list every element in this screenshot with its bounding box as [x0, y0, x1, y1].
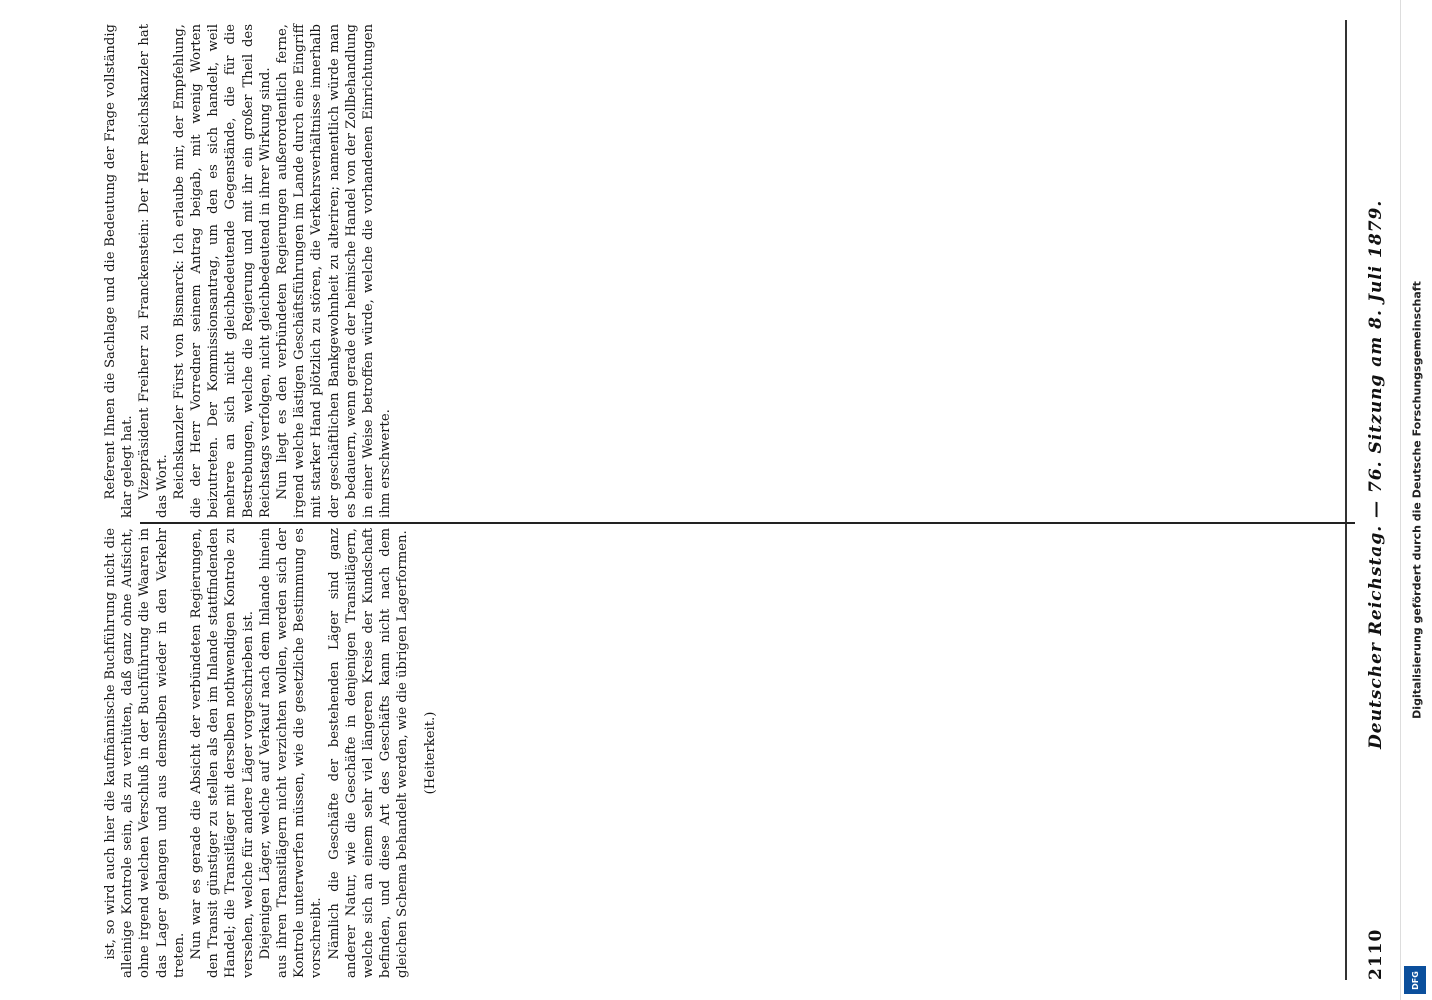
paragraph: Reichskanzler Fürst von Bismarck: Ich erlaube mir, der Empfehlung, die der Herr Vorredner seinem Antrag beigab, mit wenig Worten beizutreten. Der Kommissionsantrag, um den es sich handelt, weil mehrere an sich nicht gleichbedeutende Gegenstände, die für die Bestrebungen, welche die Regierung und mit ihr ein großer Theil des Reichstags verfolgen, nicht gleichbedeutend in ihrer Wirkung sind. — [171, 24, 273, 518]
text-column-right — [100, 526, 1345, 980]
page-number: 2110 — [1366, 928, 1386, 980]
header-rule — [1345, 20, 1347, 980]
paragraph: Diejenigen Läger, welche auf Verkauf nach dem Inlande hinein aus ihren Transitlägern nicht verzichten wollen, werden sich der Kontrole unterwerfen müssen, wie die gesetzliche Bestimmung es vorschreibt. — [257, 528, 325, 978]
text-column-left — [100, 22, 1345, 520]
column-text — [102, 24, 1342, 518]
digitization-label: Digitalisierung gefördert durch die Deutsche Forschungsgemeinschaft — [1410, 281, 1424, 719]
paragraph: Vizepräsident Freiherr zu Franckenstein: Der Herr Reichskanzler hat das Wort. — [137, 24, 170, 518]
closing-remark: (Heiterkeit.) — [422, 711, 438, 795]
column-divider — [140, 522, 1355, 524]
dfg-logo-icon — [1404, 966, 1426, 994]
paragraph: Nun war es gerade die Absicht der verbündeten Regierungen, den Transit günstiger zu stellen als den im Inlande stattfindenden Handel; die Transitläger mit derselben nothwendigen Kontrole zu versehen, welche für andere Läger vorgeschrieben ist. — [189, 528, 256, 978]
paragraph: Referent Ihnen die Sachlage und die Bedeutung der Frage vollständig klar gelegt hat. — [103, 24, 136, 518]
paragraph: Nun liegt es den verbündeten Regierungen außerordentlich ferne, irgend welche lästigen Geschäftsführungen im Lande durch eine Eingriff mit starker Hand plötzlich zu stören, die Verkehrsverhältnisse innerhalb der geschäftlichen Bankgewohnheit zu alteriren; namentlich würde man es bedauern, wenn gerade der heimische Handel von der Zollbehandlung in einer Weise betroffen würde, welche die vorhandenen Einrichtungen ihm erschwerte. — [275, 24, 394, 518]
paragraph: Nämlich die Geschäfte der bestehenden Läger sind ganz anderer Natur, wie die Geschäfte in denjenigen Transitlägern, welche sich an einem sehr viel längeren Kreise der Kundschaft befinden, und diese Art des Geschäfts kann nicht nach dem gleichen Schema behandelt werden, wie die übrigen Lagerformen. — [326, 528, 411, 978]
digitization-strip — [1400, 0, 1432, 1000]
page-header — [1358, 20, 1394, 980]
logo-text: DFG — [1410, 970, 1420, 990]
page-title: Deutscher Reichstag. — 76. Sitzung am 8. Juli 1879. — [1366, 199, 1386, 749]
column-text — [102, 528, 1342, 978]
paragraph: ist, so wird auch hier die kaufmännische Buchführung nicht die alleinige Kontrole sein, als zu verhüten, daß ganz ohne Aufsicht, ohne irgend welchen Verschluß in der Buchführung die Waaren in das Lager gelangen und aus demselben wieder in den Verkehr treten. — [103, 528, 187, 978]
